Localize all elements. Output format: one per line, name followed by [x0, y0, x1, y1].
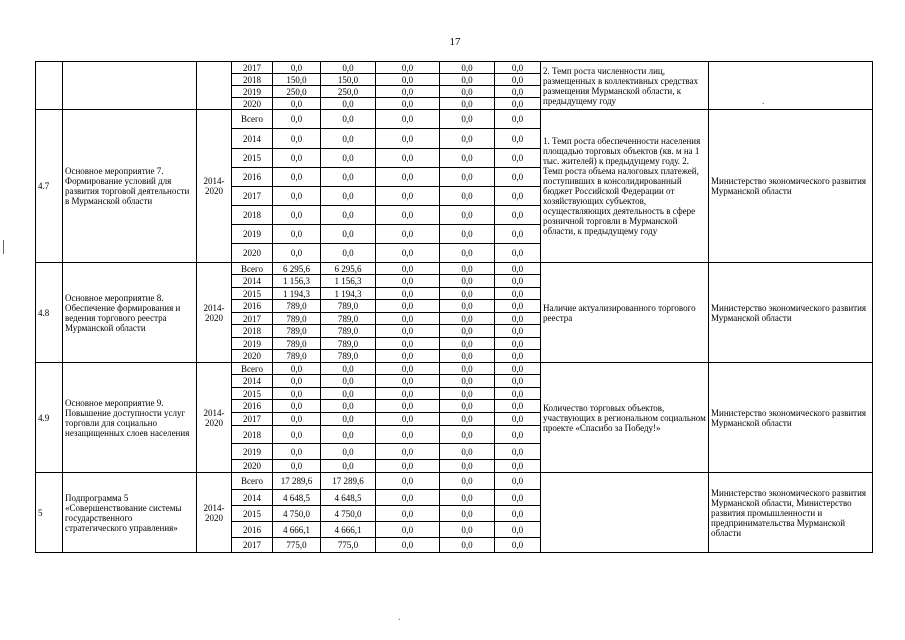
- value-cell: 0,0: [495, 98, 541, 110]
- value-cell: 0,0: [321, 426, 376, 444]
- value-cell: 0,0: [376, 460, 440, 473]
- value-cell: 0,0: [495, 400, 541, 413]
- value-cell: 0,0: [321, 129, 376, 149]
- executor-cell: Министерство экономического развития Мурманской области: [709, 263, 873, 363]
- value-cell: 0,0: [440, 538, 495, 553]
- executor-cell: Министерство экономического развития Мурманской области, Министерство развития промышленности и предпринимательства Мурманской области: [709, 473, 873, 553]
- value-cell: 0,0: [440, 413, 495, 426]
- value-cell: 0,0: [440, 350, 495, 363]
- value-cell: 4 666,1: [273, 522, 321, 538]
- value-cell: 0,0: [495, 168, 541, 187]
- indicator-cell: Количество торговых объектов, участвующих в региональном социальном проекте «Спасибо за Победу!»: [541, 363, 709, 473]
- page-number: 17: [449, 36, 461, 48]
- item-number-cell: 5: [36, 473, 63, 553]
- value-cell: 0,0: [495, 338, 541, 350]
- value-cell: 0,0: [440, 74, 495, 86]
- item-number-cell: 4.8: [36, 263, 63, 363]
- value-cell: 0,0: [440, 206, 495, 225]
- value-cell: 0,0: [440, 388, 495, 400]
- value-cell: 0,0: [321, 375, 376, 388]
- value-cell: 0,0: [273, 388, 321, 400]
- program-table: [35, 61, 873, 553]
- value-cell: 0,0: [321, 149, 376, 168]
- value-cell: 0,0: [376, 363, 440, 375]
- value-cell: 4 750,0: [273, 506, 321, 522]
- value-cell: 789,0: [321, 313, 376, 325]
- year-cell: 2015: [232, 149, 273, 168]
- value-cell: 0,0: [376, 110, 440, 129]
- value-cell: 0,0: [273, 375, 321, 388]
- year-cell: 2019: [232, 86, 273, 98]
- year-cell: Всего: [232, 263, 273, 275]
- value-cell: 0,0: [495, 388, 541, 400]
- value-cell: 0,0: [495, 187, 541, 206]
- year-cell: 2018: [232, 206, 273, 225]
- value-cell: 0,0: [440, 375, 495, 388]
- value-cell: 0,0: [495, 426, 541, 444]
- value-cell: 0,0: [440, 62, 495, 74]
- value-cell: 0,0: [495, 86, 541, 98]
- value-cell: 789,0: [321, 300, 376, 313]
- value-cell: 0,0: [495, 300, 541, 313]
- value-cell: 0,0: [376, 263, 440, 275]
- indicator-cell: 2. Темп роста численности лиц, размещенных в коллективных средствах размещения Мурманской области, к предыдущему году: [541, 62, 709, 110]
- value-cell: 0,0: [273, 168, 321, 187]
- value-cell: 0,0: [273, 413, 321, 426]
- table-row: [36, 110, 873, 129]
- value-cell: 0,0: [495, 460, 541, 473]
- value-cell: 0,0: [273, 206, 321, 225]
- value-cell: 0,0: [495, 149, 541, 168]
- value-cell: 0,0: [321, 244, 376, 263]
- value-cell: 0,0: [495, 244, 541, 263]
- value-cell: 0,0: [376, 506, 440, 522]
- value-cell: 0,0: [376, 538, 440, 553]
- value-cell: 0,0: [376, 168, 440, 187]
- value-cell: 150,0: [273, 74, 321, 86]
- value-cell: 0,0: [376, 62, 440, 74]
- value-cell: 4 666,1: [321, 522, 376, 538]
- value-cell: 1 194,3: [273, 288, 321, 300]
- year-cell: 2016: [232, 522, 273, 538]
- value-cell: 0,0: [273, 400, 321, 413]
- value-cell: 0,0: [440, 110, 495, 129]
- value-cell: 0,0: [376, 338, 440, 350]
- value-cell: 0,0: [376, 187, 440, 206]
- value-cell: 0,0: [321, 187, 376, 206]
- value-cell: 0,0: [273, 98, 321, 110]
- value-cell: 17 289,6: [321, 473, 376, 490]
- value-cell: 0,0: [321, 98, 376, 110]
- value-cell: 0,0: [273, 244, 321, 263]
- value-cell: 0,0: [273, 363, 321, 375]
- period-cell: 2014-2020: [197, 363, 232, 473]
- value-cell: 0,0: [273, 110, 321, 129]
- value-cell: 0,0: [376, 400, 440, 413]
- value-cell: 0,0: [495, 225, 541, 244]
- year-cell: 2018: [232, 325, 273, 338]
- value-cell: 0,0: [440, 325, 495, 338]
- value-cell: 0,0: [495, 206, 541, 225]
- year-cell: 2018: [232, 74, 273, 86]
- value-cell: 0,0: [495, 473, 541, 490]
- item-name-cell: [63, 62, 197, 110]
- value-cell: 0,0: [495, 325, 541, 338]
- value-cell: 0,0: [321, 62, 376, 74]
- period-cell: [197, 62, 232, 110]
- scan-margin-mark: [3, 240, 4, 254]
- table-row: [36, 62, 873, 74]
- value-cell: 0,0: [440, 460, 495, 473]
- indicator-cell: 1. Темп роста обеспеченности населения площадью торговых объектов (кв. м на 1 тыс. жителей) к предыдущему году. 2. Темп роста объема налоговых платежей, поступивших в консолидированный бюджет Российской Федерации от хозяйствующих субъектов, осуществляющих деятельность в сфере розничной торговли в Мурманской области, к предыдущему году: [541, 110, 709, 263]
- value-cell: 250,0: [321, 86, 376, 98]
- item-number-cell: [36, 62, 63, 110]
- value-cell: 0,0: [440, 506, 495, 522]
- value-cell: 0,0: [440, 98, 495, 110]
- value-cell: 0,0: [440, 522, 495, 538]
- value-cell: 0,0: [376, 300, 440, 313]
- table-row: [36, 363, 873, 375]
- value-cell: 775,0: [273, 538, 321, 553]
- value-cell: 789,0: [273, 313, 321, 325]
- value-cell: 0,0: [376, 350, 440, 363]
- year-cell: Всего: [232, 473, 273, 490]
- value-cell: 0,0: [440, 473, 495, 490]
- value-cell: 0,0: [440, 149, 495, 168]
- value-cell: 0,0: [376, 375, 440, 388]
- year-cell: Всего: [232, 110, 273, 129]
- value-cell: 150,0: [321, 74, 376, 86]
- value-cell: 0,0: [273, 426, 321, 444]
- value-cell: 0,0: [321, 168, 376, 187]
- value-cell: 0,0: [376, 86, 440, 98]
- value-cell: 1 194,3: [321, 288, 376, 300]
- scan-dot: .: [398, 612, 401, 623]
- year-cell: 2019: [232, 338, 273, 350]
- value-cell: 0,0: [440, 444, 495, 460]
- value-cell: 789,0: [321, 325, 376, 338]
- value-cell: 789,0: [321, 350, 376, 363]
- value-cell: 0,0: [321, 110, 376, 129]
- value-cell: 0,0: [376, 98, 440, 110]
- period-cell: 2014-2020: [197, 110, 232, 263]
- value-cell: 0,0: [495, 275, 541, 288]
- value-cell: 0,0: [440, 363, 495, 375]
- period-cell: 2014-2020: [197, 263, 232, 363]
- value-cell: 0,0: [273, 225, 321, 244]
- year-cell: 2017: [232, 313, 273, 325]
- value-cell: 0,0: [440, 275, 495, 288]
- year-cell: 2020: [232, 350, 273, 363]
- value-cell: 1 156,3: [273, 275, 321, 288]
- value-cell: 0,0: [440, 288, 495, 300]
- executor-cell: Министерство экономического развития Мурманской области: [709, 363, 873, 473]
- value-cell: 0,0: [440, 225, 495, 244]
- year-cell: 2019: [232, 444, 273, 460]
- value-cell: 0,0: [321, 460, 376, 473]
- year-cell: 2014: [232, 129, 273, 149]
- value-cell: 0,0: [376, 149, 440, 168]
- value-cell: 0,0: [495, 444, 541, 460]
- value-cell: 0,0: [273, 129, 321, 149]
- year-cell: 2017: [232, 62, 273, 74]
- value-cell: 1 156,3: [321, 275, 376, 288]
- value-cell: 0,0: [376, 413, 440, 426]
- year-cell: 2020: [232, 460, 273, 473]
- value-cell: 17 289,6: [273, 473, 321, 490]
- year-cell: 2017: [232, 187, 273, 206]
- value-cell: 0,0: [321, 206, 376, 225]
- value-cell: 0,0: [376, 444, 440, 460]
- value-cell: 0,0: [495, 110, 541, 129]
- value-cell: 0,0: [376, 325, 440, 338]
- item-number-cell: 4.9: [36, 363, 63, 473]
- value-cell: 0,0: [321, 225, 376, 244]
- value-cell: 0,0: [273, 444, 321, 460]
- value-cell: 0,0: [440, 426, 495, 444]
- year-cell: 2016: [232, 400, 273, 413]
- value-cell: 0,0: [440, 187, 495, 206]
- value-cell: 6 295,6: [321, 263, 376, 275]
- value-cell: 4 648,5: [273, 490, 321, 506]
- value-cell: 0,0: [440, 490, 495, 506]
- scan-dot: .: [762, 96, 765, 107]
- value-cell: 0,0: [321, 413, 376, 426]
- value-cell: 0,0: [440, 244, 495, 263]
- value-cell: 0,0: [321, 400, 376, 413]
- year-cell: 2015: [232, 388, 273, 400]
- value-cell: 0,0: [321, 388, 376, 400]
- value-cell: 0,0: [495, 129, 541, 149]
- year-cell: 2019: [232, 225, 273, 244]
- value-cell: 0,0: [495, 413, 541, 426]
- value-cell: 0,0: [376, 522, 440, 538]
- item-name-cell: Основное мероприятие 8. Обеспечение формирования и ведения торгового реестра Мурманской области: [63, 263, 197, 363]
- year-cell: 2014: [232, 275, 273, 288]
- value-cell: 775,0: [321, 538, 376, 553]
- value-cell: 0,0: [495, 490, 541, 506]
- year-cell: 2016: [232, 300, 273, 313]
- value-cell: 789,0: [321, 338, 376, 350]
- value-cell: 0,0: [495, 62, 541, 74]
- value-cell: 0,0: [376, 288, 440, 300]
- item-number-cell: 4.7: [36, 110, 63, 263]
- table-row: [36, 473, 873, 490]
- value-cell: 0,0: [376, 225, 440, 244]
- value-cell: 0,0: [376, 426, 440, 444]
- value-cell: 789,0: [273, 325, 321, 338]
- year-cell: 2015: [232, 288, 273, 300]
- value-cell: 0,0: [321, 363, 376, 375]
- value-cell: 0,0: [376, 388, 440, 400]
- value-cell: 0,0: [321, 444, 376, 460]
- value-cell: 250,0: [273, 86, 321, 98]
- year-cell: 2020: [232, 98, 273, 110]
- value-cell: 789,0: [273, 350, 321, 363]
- value-cell: 0,0: [376, 275, 440, 288]
- value-cell: 0,0: [440, 263, 495, 275]
- value-cell: 0,0: [273, 62, 321, 74]
- value-cell: 0,0: [376, 490, 440, 506]
- year-cell: 2020: [232, 244, 273, 263]
- value-cell: 0,0: [376, 129, 440, 149]
- value-cell: 0,0: [495, 363, 541, 375]
- value-cell: 0,0: [495, 350, 541, 363]
- value-cell: 0,0: [273, 187, 321, 206]
- value-cell: 0,0: [495, 313, 541, 325]
- value-cell: 0,0: [440, 129, 495, 149]
- value-cell: 0,0: [495, 263, 541, 275]
- year-cell: 2015: [232, 506, 273, 522]
- year-cell: 2014: [232, 490, 273, 506]
- value-cell: 0,0: [376, 74, 440, 86]
- value-cell: 4 750,0: [321, 506, 376, 522]
- value-cell: 0,0: [440, 313, 495, 325]
- value-cell: 0,0: [440, 400, 495, 413]
- value-cell: 0,0: [376, 473, 440, 490]
- value-cell: 6 295,6: [273, 263, 321, 275]
- value-cell: 0,0: [440, 300, 495, 313]
- item-name-cell: Основное мероприятие 7. Формирование условий для развития торговой деятельности в Мурманской области: [63, 110, 197, 263]
- value-cell: 0,0: [440, 338, 495, 350]
- value-cell: 0,0: [495, 375, 541, 388]
- value-cell: 789,0: [273, 300, 321, 313]
- value-cell: 0,0: [376, 313, 440, 325]
- year-cell: 2014: [232, 375, 273, 388]
- year-cell: 2018: [232, 426, 273, 444]
- table-row: [36, 263, 873, 275]
- value-cell: 4 648,5: [321, 490, 376, 506]
- value-cell: 0,0: [440, 86, 495, 98]
- item-name-cell: Подпрограмма 5 «Совершенствование системы государственного стратегического управления»: [63, 473, 197, 553]
- year-cell: 2017: [232, 538, 273, 553]
- executor-cell: Министерство экономического развития Мурманской области: [709, 110, 873, 263]
- value-cell: 0,0: [376, 206, 440, 225]
- value-cell: 0,0: [495, 522, 541, 538]
- value-cell: 0,0: [495, 506, 541, 522]
- year-cell: Всего: [232, 363, 273, 375]
- value-cell: 0,0: [495, 74, 541, 86]
- value-cell: 0,0: [273, 149, 321, 168]
- value-cell: 789,0: [273, 338, 321, 350]
- item-name-cell: Основное мероприятие 9. Повышение доступности услуг торговли для социально незащищенных слоев населения: [63, 363, 197, 473]
- value-cell: 0,0: [273, 460, 321, 473]
- executor-cell: [709, 62, 873, 110]
- value-cell: 0,0: [440, 168, 495, 187]
- value-cell: 0,0: [495, 288, 541, 300]
- year-cell: 2016: [232, 168, 273, 187]
- period-cell: 2014-2020: [197, 473, 232, 553]
- indicator-cell: Наличие актуализированного торгового реестра: [541, 263, 709, 363]
- value-cell: 0,0: [495, 538, 541, 553]
- indicator-cell: [541, 473, 709, 553]
- year-cell: 2017: [232, 413, 273, 426]
- value-cell: 0,0: [376, 244, 440, 263]
